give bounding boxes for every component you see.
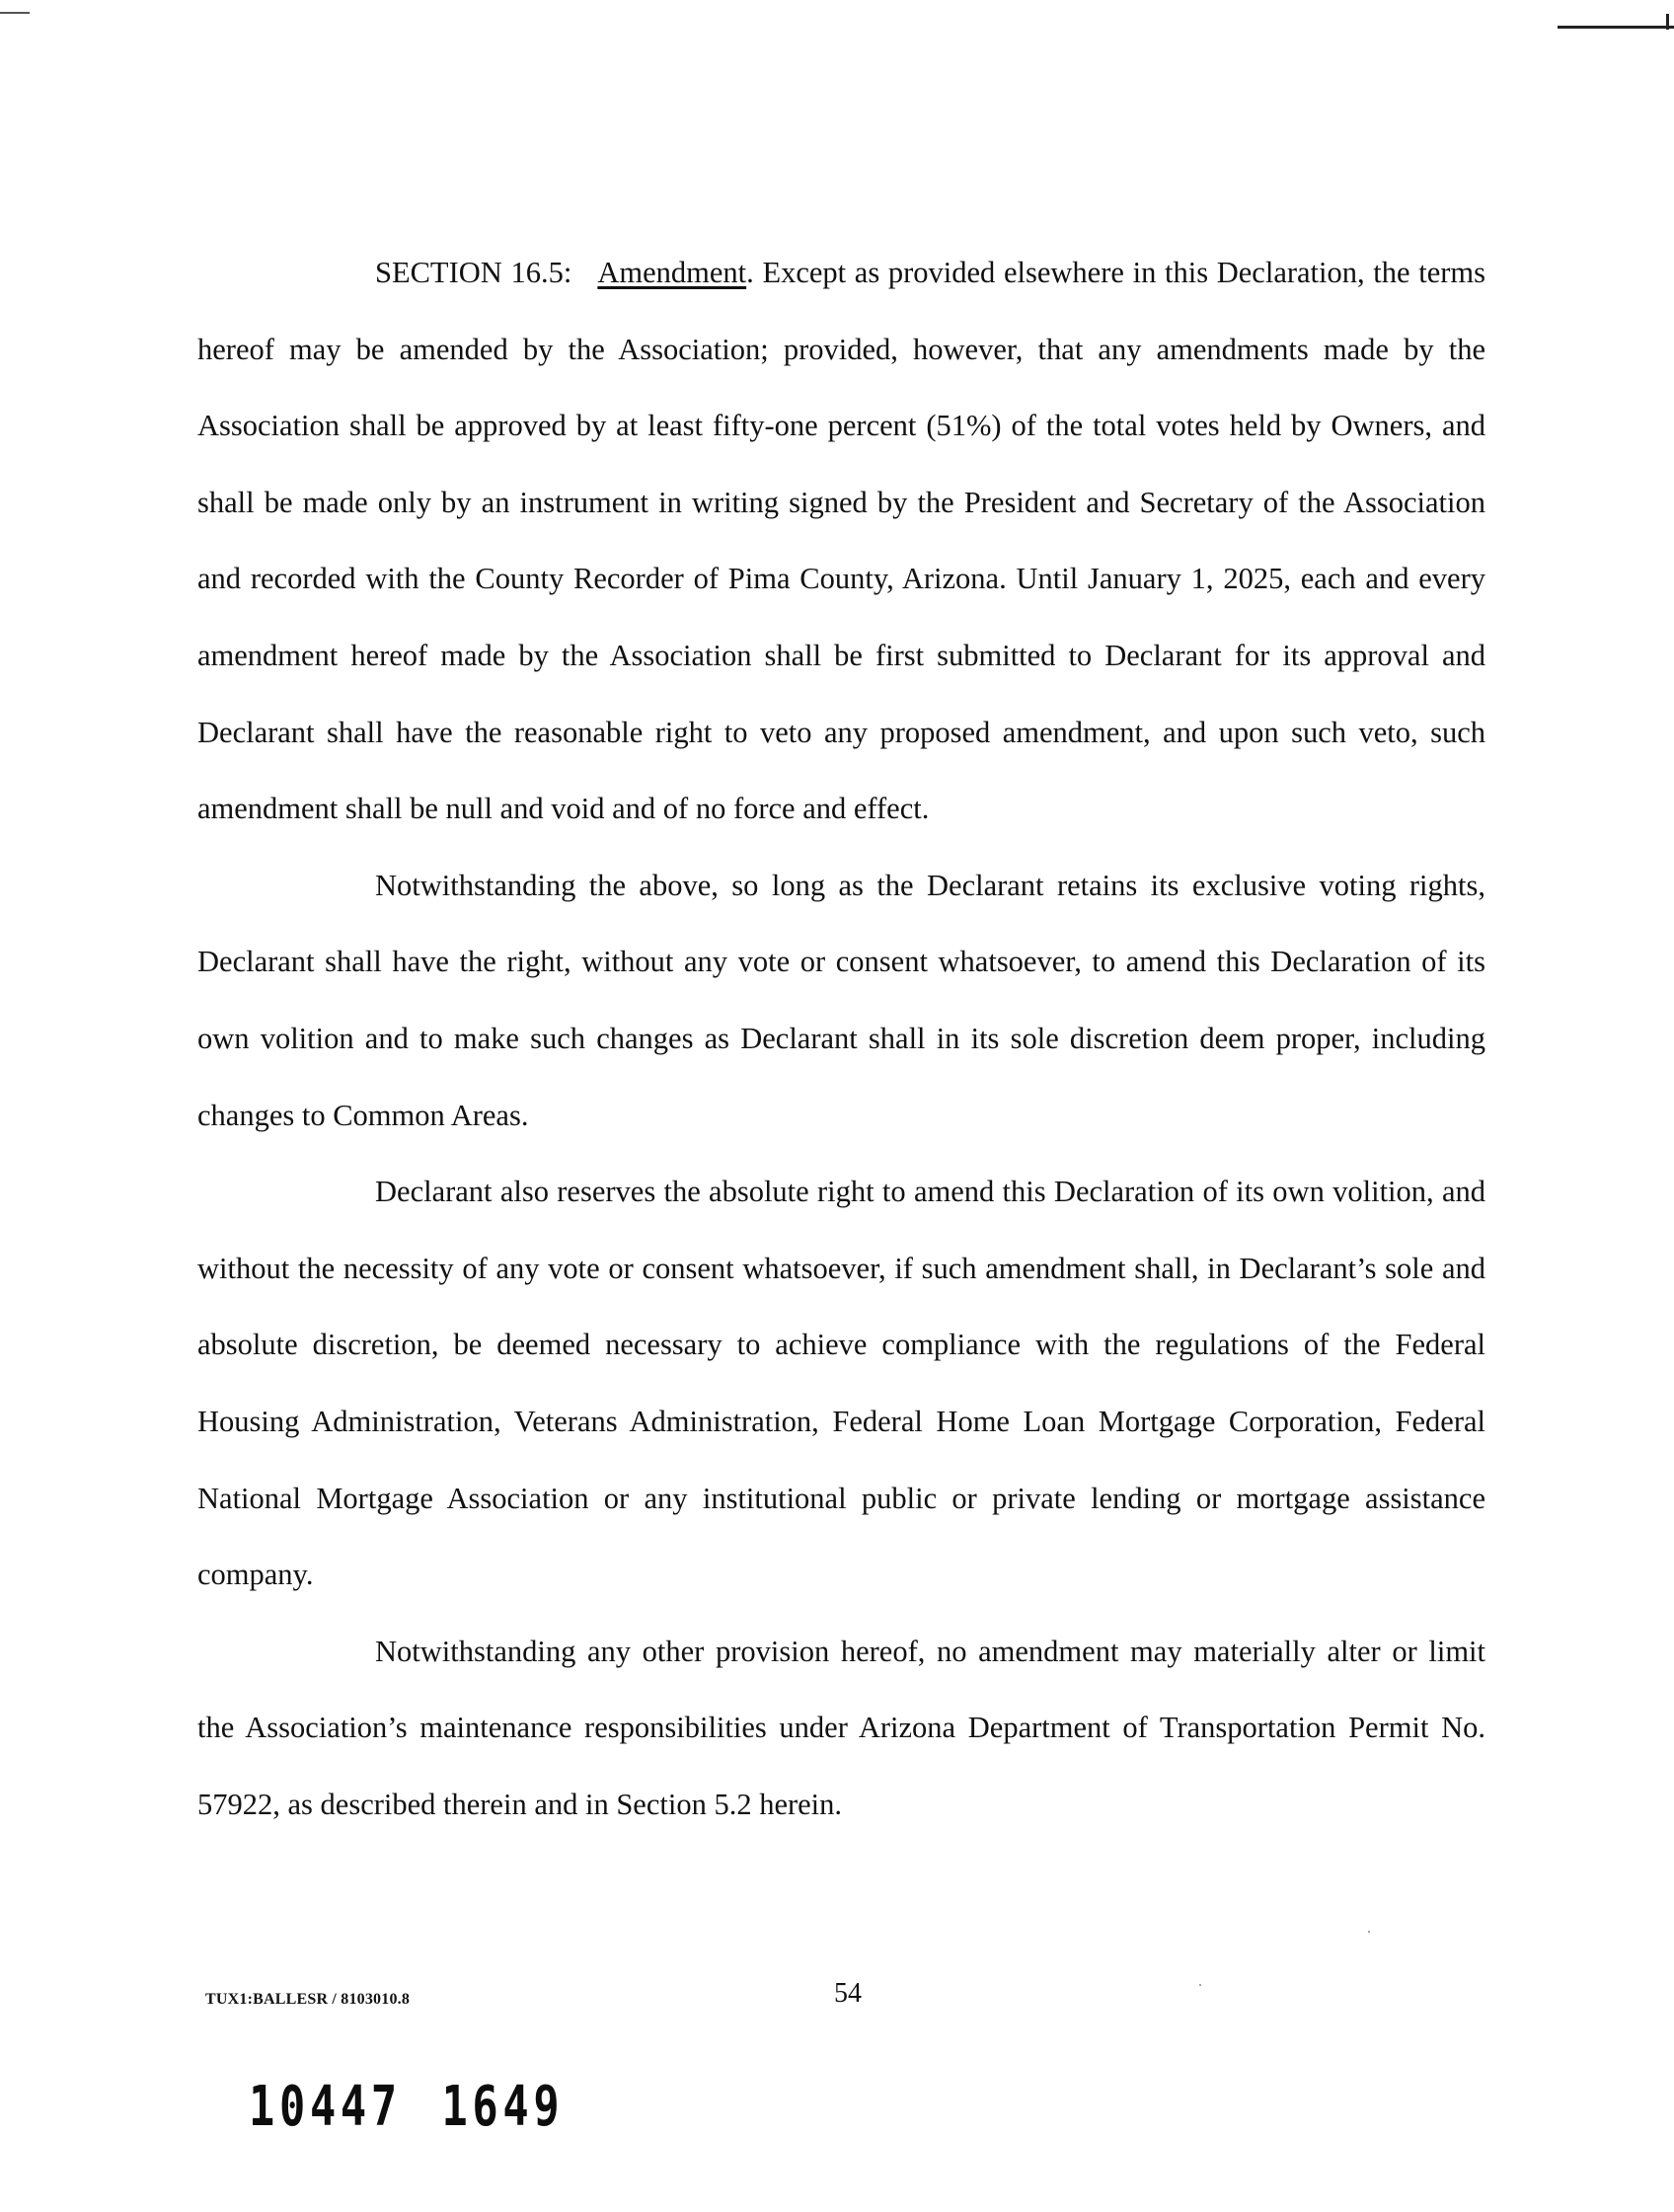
paragraph-amendment bbox=[197, 235, 1485, 848]
recording-stamp bbox=[249, 2075, 564, 2139]
document-body bbox=[197, 235, 1485, 1843]
section-heading: SECTION 16.5: bbox=[375, 256, 572, 289]
paragraph-declarant-voting-rights: Notwithstanding the above, so long as the Declarant retains its exclusive voting rights, Declarant shall have the right, without any vote or consent whatsoever, to amend this Declaration of its own volition and to make such changes as Declarant shall in its sole discretion deem proper, including changes to Common Areas. bbox=[197, 868, 1485, 1132]
section-title: Amendment bbox=[597, 256, 747, 289]
paragraph-1-text: . Except as provided elsewhere in this Declaration, the terms hereof may be amended by the Association; provided, however, that any amendments made by the Association shall be approved by at least fifty-one percent (51%) of the total votes held by Owners, and shall be made only by an instrument in writing signed by the President and Secretary of the Association and recorded with the County Recorder of Pima County, Arizona. Until January 1, 2025, each and every amendment hereof made by the Association shall be first submitted to Declarant for its approval and Declarant shall have the reasonable right to veto any proposed amendment, and upon such veto, such amendment shall be null and void and of no force and effect. bbox=[197, 256, 1486, 826]
paragraph-maintenance-responsibilities: Notwithstanding any other provision hereof, no amendment may materially alter or limit the Association’s maintenance responsibilities under Arizona Department of Transportation Permit No. 57922, as described therein and in Section 5.2 herein. bbox=[197, 1634, 1485, 1821]
recording-page-number: 1649 bbox=[441, 2075, 565, 2139]
recording-docket-number: 10447 bbox=[249, 2075, 402, 2139]
page-number: 54 bbox=[834, 1978, 862, 2009]
paragraph-compliance-amendment: Declarant also reserves the absolute right to amend this Declaration of its own volition, and without the necessity of any vote or consent whatsoever, if such amendment shall, in Declarant’s sole and absolute discretion, be deemed necessary to achieve compliance with the regulations of the Federal Housing Administration, Veterans Administration, Federal Home Loan Mortgage Corporation, Federal National Mortgage Association or any institutional public or private lending or mortgage assistance company. bbox=[197, 1175, 1485, 1592]
scan-edge-mark bbox=[1558, 26, 1674, 29]
scan-edge-mark bbox=[1666, 14, 1669, 30]
document-code: TUX1:BALLESR / 8103010.8 bbox=[205, 1991, 411, 2008]
scan-speck bbox=[1199, 1984, 1201, 1986]
scan-speck bbox=[1368, 1931, 1370, 1933]
scan-edge-mark bbox=[0, 12, 30, 14]
